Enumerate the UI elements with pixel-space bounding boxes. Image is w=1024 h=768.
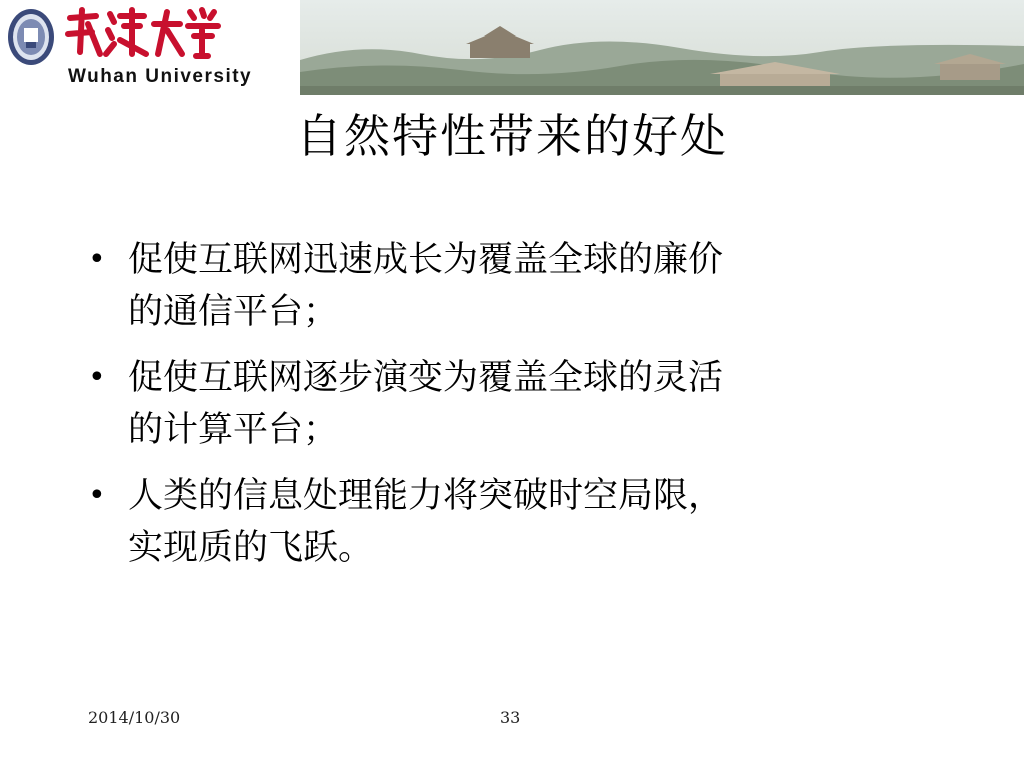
bullet-text-line: 促使互联网逐步演变为覆盖全球的灵活 bbox=[128, 358, 724, 398]
bullet-item bbox=[82, 352, 922, 456]
bullet-text-line: 促使互联网迅速成长为覆盖全球的廉价 bbox=[128, 240, 724, 280]
bullet-dot-icon: • bbox=[88, 360, 106, 395]
bullet-text-line: 实现质的飞跃。 bbox=[128, 528, 374, 568]
bullet-item bbox=[82, 234, 922, 338]
university-wordmark: Wuhan University bbox=[68, 66, 253, 87]
footer-date: 2014/10/30 bbox=[88, 708, 181, 727]
bullet-dot-icon: • bbox=[88, 478, 106, 513]
page-number: 33 bbox=[500, 708, 521, 727]
bullet-item bbox=[82, 470, 922, 574]
slide-title: 自然特性带来的好处 bbox=[296, 109, 728, 163]
bullet-list bbox=[82, 234, 922, 588]
calligraphy-logo bbox=[62, 4, 222, 62]
campus-panorama-image bbox=[300, 0, 1024, 95]
bullet-text-line: 人类的信息处理能力将突破时空局限， bbox=[128, 476, 724, 516]
bullet-text-line: 的通信平台； bbox=[128, 292, 339, 332]
university-logo bbox=[0, 0, 300, 95]
bullet-text-line: 的计算平台； bbox=[128, 410, 339, 450]
header-banner bbox=[0, 0, 1024, 95]
bullet-dot-icon: • bbox=[88, 242, 106, 277]
university-seal-icon bbox=[6, 6, 56, 68]
